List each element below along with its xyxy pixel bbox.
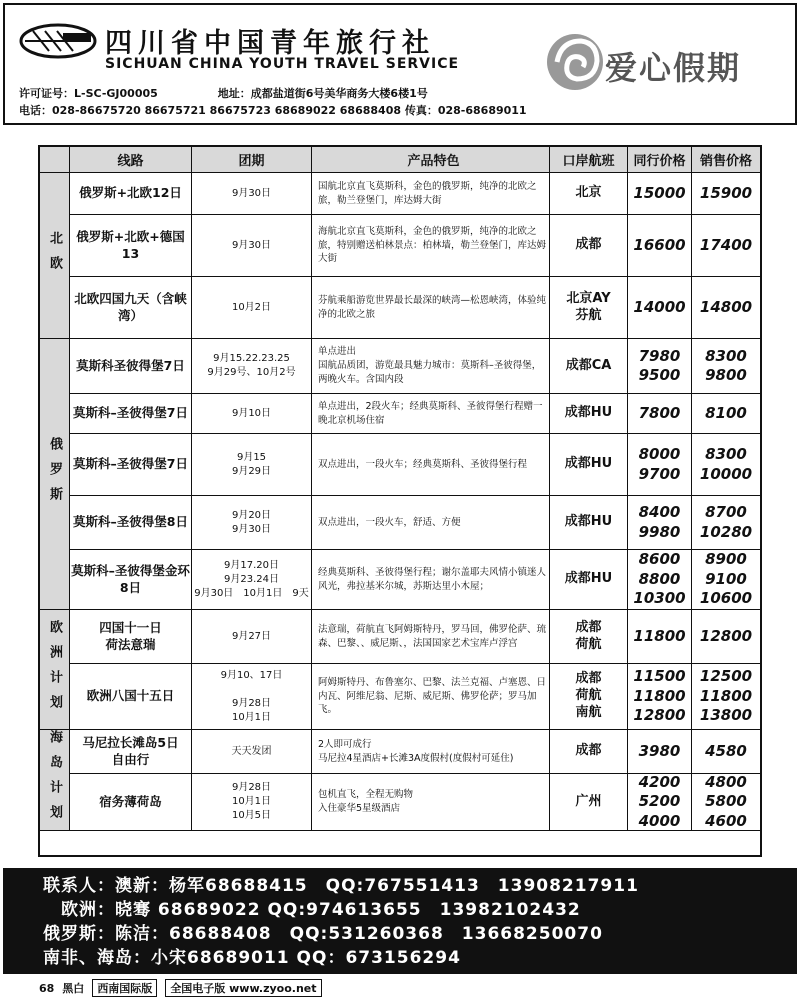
color-mode: 黑白 <box>62 982 85 995</box>
trade-price-cell-text: 16600 <box>633 235 686 254</box>
trade-price-cell <box>628 496 692 549</box>
feature-cell-text: 单点进出 国航品质团，游览最具魅力城市：莫斯科–圣彼得堡，两晚火车。含国内段 <box>318 346 542 385</box>
route-cell <box>70 339 192 393</box>
header-trade-price: 同行价格 <box>628 147 692 172</box>
feature-cell <box>312 277 550 338</box>
contact-section <box>3 868 797 974</box>
date-cell <box>192 610 312 663</box>
brand-name: 爱心假期 <box>605 49 742 87</box>
feature-cell-text: 包机直飞，全程无购物 入住豪华5星级酒店 <box>318 789 414 814</box>
route-cell <box>70 215 192 276</box>
date-cell <box>192 215 312 276</box>
feature-cell-text: 海航北京直飞莫斯科，金色的俄罗斯，纯净的北欧之旅，特别赠送柏林景点：柏林墙，勒兰登堡门，库达姆大街 <box>318 225 547 265</box>
trade-price-cell-text: 11500 11800 12800 <box>633 667 686 725</box>
feature-cell <box>312 496 550 549</box>
port-cell <box>550 550 628 609</box>
region-cell <box>40 730 70 831</box>
route-cell-text: 莫斯科–圣彼得堡7日 <box>73 456 188 472</box>
header-route: 线路 <box>70 147 192 172</box>
contact-line-russia: 俄罗斯：陈洁：68688408 QQ:531260368 13668250070 <box>43 924 603 944</box>
header <box>3 3 797 125</box>
route-cell <box>70 550 192 609</box>
retail-price-cell <box>692 173 760 214</box>
port-cell-text: 成都HU <box>564 571 613 587</box>
retail-price-cell <box>692 730 760 773</box>
feature-cell-text: 芬航乘船游览世界最长最深的峡湾—松恩峡湾，体验纯净的北欧之旅 <box>318 294 547 320</box>
trade-price-cell-text: 8000 9700 <box>638 445 681 483</box>
route-cell-text: 四国十一日 荷法意瑞 <box>99 619 162 652</box>
company-name-cn: 四川省中国青年旅行社 <box>105 28 435 59</box>
region-cell <box>40 610 70 730</box>
feature-cell <box>312 394 550 433</box>
retail-price-cell <box>692 664 760 729</box>
table-row <box>40 277 760 339</box>
port-cell <box>550 394 628 433</box>
trade-price-cell-text: 4200 5200 4000 <box>638 772 681 830</box>
retail-price-cell-text: 17400 <box>699 235 753 254</box>
feature-cell <box>312 434 550 495</box>
port-cell-text: 成都 <box>575 237 602 253</box>
port-cell-text: 成都CA <box>565 357 612 373</box>
trade-price-cell-text: 15000 <box>633 183 686 202</box>
date-cell <box>192 774 312 830</box>
region-label: 欧洲计划 <box>47 619 62 720</box>
port-cell-text: 成都 <box>575 743 602 759</box>
retail-price-cell-text: 8700 10280 <box>699 503 753 541</box>
date-cell <box>192 496 312 549</box>
header-port: 口岸航班 <box>550 147 628 172</box>
retail-price-cell-text: 4800 5800 4600 <box>705 772 747 830</box>
retail-price-cell-text: 8900 9100 10600 <box>699 550 753 608</box>
retail-price-cell-text: 14800 <box>699 297 753 316</box>
route-price-table <box>38 145 762 857</box>
feature-cell-text: 单点进出，2段火车；经典莫斯科、圣彼得堡行程赠一晚北京机场住宿 <box>318 400 543 426</box>
route-cell <box>70 496 192 549</box>
date-cell-text: 天天发团 <box>231 745 272 757</box>
date-cell-text: 9月15.22.23.25 9月29号、10月2号 <box>207 353 296 378</box>
date-cell-text: 9月30日 <box>231 187 272 199</box>
date-cell-text: 9月15 9月29日 <box>231 451 272 477</box>
date-cell-text: 9月30日 <box>231 239 272 251</box>
port-cell <box>550 339 628 393</box>
address: 地址：成都盐道街6号美华商务大楼6楼1号 <box>217 87 428 100</box>
route-cell-text: 莫斯科–圣彼得堡8日 <box>73 514 188 530</box>
region-label: 北欧 <box>47 230 62 281</box>
port-cell-text: 成都HU <box>564 456 613 472</box>
retail-price-cell-text: 4580 <box>705 741 747 760</box>
region-cell <box>40 339 70 610</box>
table-row <box>40 434 760 496</box>
route-cell-text: 欧洲八国十五日 <box>86 688 175 704</box>
route-cell <box>70 394 192 433</box>
retail-price-cell <box>692 394 760 433</box>
trade-price-cell <box>628 173 692 214</box>
route-cell-text: 俄罗斯+北欧12日 <box>79 185 182 201</box>
route-cell-text: 北欧四国九天（含峡湾） <box>74 290 187 323</box>
port-cell <box>550 730 628 773</box>
trade-price-cell <box>628 339 692 393</box>
feature-cell-text: 法意瑞，荷航直飞阿姆斯特丹，罗马回，佛罗伦萨、琉森、巴黎、、威尼斯、，法国国家艺术宝库卢浮宫 <box>318 623 547 649</box>
retail-price-cell <box>692 550 760 609</box>
table-row <box>40 774 760 831</box>
table-header-row <box>40 147 760 173</box>
trade-price-cell-text: 14000 <box>633 297 686 316</box>
license-number: 许可证号：L-SC-GJ00005 <box>19 87 158 100</box>
date-cell <box>192 664 312 729</box>
trade-price-cell-text: 11800 <box>633 626 686 645</box>
trade-price-cell <box>628 550 692 609</box>
trade-price-cell <box>628 215 692 276</box>
trade-price-cell-text: 7980 9500 <box>638 346 681 384</box>
date-cell <box>192 394 312 433</box>
retail-price-cell <box>692 215 760 276</box>
feature-cell <box>312 339 550 393</box>
port-cell <box>550 610 628 663</box>
retail-price-cell-text: 12800 <box>699 626 753 645</box>
contact-line-islands: 南非、海岛：小宋68689011 QQ：673156294 <box>43 948 461 968</box>
retail-price-cell-text: 8300 9800 <box>705 346 747 384</box>
region-label: 俄罗斯 <box>47 436 62 512</box>
route-cell <box>70 277 192 338</box>
feature-cell-text: 阿姆斯特丹、布鲁塞尔、巴黎、法兰克福、卢塞恩、日内瓦、阿维尼翁、尼斯、威尼斯、佛罗伦萨；罗马加飞。 <box>318 676 547 716</box>
route-cell-text: 马尼拉长滩岛5日 自由行 <box>82 734 179 767</box>
header-feature: 产品特色 <box>312 147 550 172</box>
header-region <box>40 147 70 172</box>
port-cell-text: 北京AY 芬航 <box>566 290 611 323</box>
port-cell <box>550 215 628 276</box>
page-number: 68 <box>39 981 55 995</box>
port-cell <box>550 496 628 549</box>
edition-label: 全国电子版 www.zyoo.net <box>165 979 321 997</box>
table-row <box>40 215 760 277</box>
trade-price-cell <box>628 277 692 338</box>
contact-line-oceania: 联系人：澳新：杨军68688415 QQ:767551413 13908217911 <box>43 876 639 896</box>
port-cell-text: 成都HU <box>564 405 613 421</box>
route-cell <box>70 730 192 773</box>
feature-cell <box>312 550 550 609</box>
trade-price-cell-text: 3980 <box>638 741 681 760</box>
trade-price-cell <box>628 610 692 663</box>
table-row <box>40 173 760 215</box>
trade-price-cell <box>628 394 692 433</box>
feature-cell <box>312 730 550 773</box>
port-cell-text: 北京 <box>575 185 602 201</box>
date-cell <box>192 173 312 214</box>
header-retail-price: 销售价格 <box>699 154 752 169</box>
date-cell-text: 10月2日 <box>231 301 272 313</box>
route-cell-text: 莫斯科–圣彼得堡金环8日 <box>71 562 190 595</box>
license-address-line <box>19 85 428 101</box>
retail-price-cell <box>692 610 760 663</box>
feature-cell <box>312 610 550 663</box>
feature-cell-text: 双点进出，一段火车；经典莫斯科、圣彼得堡行程 <box>318 458 528 470</box>
date-cell <box>192 550 312 609</box>
region-cell <box>40 173 70 339</box>
port-cell <box>550 173 628 214</box>
header-date: 团期 <box>192 147 312 172</box>
route-cell <box>70 664 192 729</box>
trade-price-cell-text: 8400 9980 <box>638 503 681 541</box>
retail-price-cell-text: 8100 <box>705 403 747 422</box>
table-row <box>40 550 760 610</box>
retail-price-cell <box>692 434 760 495</box>
feature-cell <box>312 215 550 276</box>
feature-cell-text: 经典莫斯科、圣彼得堡行程；谢尔盖耶夫风情小镇迷人风光，弗拉基米尔城，苏斯达里小木屋； <box>318 566 547 592</box>
feature-cell <box>312 173 550 214</box>
date-cell-text: 9月27日 <box>231 630 272 642</box>
table-row <box>40 496 760 550</box>
trade-price-cell <box>628 730 692 773</box>
retail-price-cell-text: 15900 <box>699 183 753 202</box>
feature-cell-text: 2人即可成行 马尼拉4星酒店+长滩3A度假村(度假村可延住) <box>318 738 514 764</box>
route-cell <box>70 173 192 214</box>
date-cell-text: 9月20日 9月30日 <box>231 509 272 535</box>
route-cell <box>70 610 192 663</box>
port-cell <box>550 664 628 729</box>
table-row <box>40 610 760 664</box>
port-cell-text: 成都 荷航 <box>575 619 602 652</box>
region-label: 海岛计划 <box>47 730 62 830</box>
route-cell-text: 宿务薄荷岛 <box>99 793 162 809</box>
port-cell <box>550 434 628 495</box>
cyts-logo-icon <box>19 19 97 63</box>
date-cell-text: 9月10日 <box>231 407 272 419</box>
port-cell-text: 成都 荷航 南航 <box>575 671 602 720</box>
port-cell-text: 成都HU <box>564 514 613 530</box>
trade-price-cell-text: 7800 <box>638 403 681 422</box>
route-cell-text: 莫斯科–圣彼得堡7日 <box>73 405 188 421</box>
feature-cell <box>312 664 550 729</box>
trade-price-cell-text: 8600 8800 10300 <box>633 550 686 608</box>
page-footer <box>3 978 797 998</box>
port-cell-text: 广州 <box>575 793 602 809</box>
retail-price-cell <box>692 496 760 549</box>
retail-price-cell <box>692 339 760 393</box>
date-cell <box>192 339 312 393</box>
trade-price-cell <box>628 434 692 495</box>
port-cell <box>550 277 628 338</box>
feature-cell-text: 国航北京直飞莫斯科，金色的俄罗斯，纯净的北欧之旅，勒兰登堡门，库达姆大街 <box>318 180 537 206</box>
date-cell <box>192 277 312 338</box>
port-cell <box>550 774 628 830</box>
contact-line-europe: 欧洲：晓骞 68689022 QQ:974613655 13982102432 <box>43 900 581 920</box>
retail-price-cell <box>692 277 760 338</box>
retail-price-cell-text: 12500 11800 13800 <box>699 667 753 725</box>
date-cell-text: 9月17.20日 9月23.24日 9月30日 10月1日 9天 <box>194 559 309 599</box>
date-cell <box>192 730 312 773</box>
date-cell <box>192 434 312 495</box>
route-cell-text: 俄罗斯+北欧+德国13 <box>76 228 185 261</box>
table-row <box>40 394 760 434</box>
route-cell <box>70 434 192 495</box>
company-name-en: SICHUAN CHINA YOUTH TRAVEL SERVICE <box>105 56 460 72</box>
date-cell-text: 9月28日 10月1日 10月5日 <box>231 782 272 821</box>
table-row <box>40 339 760 394</box>
trade-price-cell <box>628 774 692 830</box>
route-cell-text: 莫斯科圣彼得堡7日 <box>76 357 185 373</box>
feature-cell <box>312 774 550 830</box>
phone-line: 电话：028-86675720 86675721 86675723 68689022 68688408 传真：028-68689011 <box>19 104 527 117</box>
table-row <box>40 730 760 774</box>
route-cell <box>70 774 192 830</box>
trade-price-cell <box>628 664 692 729</box>
section-label: 西南国际版 <box>92 979 157 997</box>
retail-price-cell-text: 8300 10000 <box>699 445 753 483</box>
retail-price-cell <box>692 774 760 830</box>
feature-cell-text: 双点进出，一段火车，舒适、方便 <box>318 516 461 528</box>
date-cell-text: 9月10、17日 9月28日 10月1日 <box>220 669 283 723</box>
table-row <box>40 664 760 730</box>
